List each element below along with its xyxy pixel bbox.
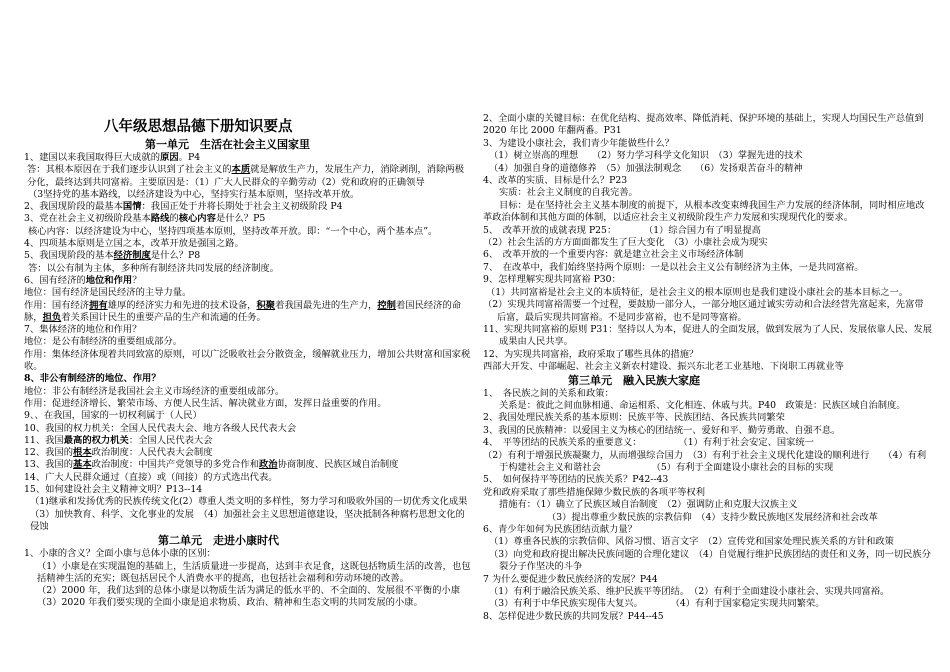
u3-line-13: 7 为什么要促进少数民族经济的发展？P44 — [483, 573, 658, 585]
key-term: 地位和作用 — [85, 274, 133, 286]
left-column — [24, 117, 477, 610]
u3-line-16: 8、怎样促进少数民族的共同发展？P44--45 — [483, 610, 664, 622]
text-run: 2、我国现阶段的最基本 — [24, 201, 123, 213]
text-run: ：全国人民代表大会 — [128, 434, 213, 446]
right-column — [483, 113, 932, 623]
text-run: ：我国正处于并将长期处于社会主义初级阶段 P4 — [141, 201, 343, 213]
u1-line-16: 地位：非公有制经济是我国社会主义市场经济的重要组成部分。 — [24, 385, 285, 397]
text-run: 着关系国计民生的重要产品的生产和流通的任务。 — [61, 311, 266, 323]
u1-line-2: （3坚持党的基本路线，以经济建设为中心，坚持实行基本原则，坚持改革开放。 — [28, 188, 360, 200]
key-term: 拥有 — [89, 299, 108, 311]
u1-line-3 — [24, 201, 472, 213]
text-run: 12、我国的 — [24, 447, 74, 459]
u2-line-7: （4）加强自身的道德修养 （5）加强法制观念 （6）发扬艰苦奋斗的精神 — [489, 162, 803, 174]
u2-line-17: （2）实现共同富裕需要一个过程，要鼓励一部分人，一部分地区通过诚实劳动和合法经营先富起来，先富带后富，最后实现共同富裕。不是同步富裕，也不是同等富裕。 — [483, 299, 924, 323]
u1-line-13: 地位：是公有制经济的重要组成部分。 — [24, 336, 183, 348]
u1-line-8: 答：以公有制为主体，多种所有制经济共同发展的经济制度。 — [28, 262, 280, 274]
u3-line-9: （3）提出尊重少数民族的宗教信仰 （4）支持少数民族地区发展经济和社会改革 — [547, 511, 878, 523]
u3-line-0: 1、 各民族之间的关系和政策： — [483, 387, 614, 399]
unit3-heading: 第三单元 融入民族大家庭 — [568, 373, 700, 387]
u3-line-14: （1）有利于融洽民族关系、维护民族平等团结。 （2）有利于全面建设小康社会、实现共同富裕。 — [489, 586, 890, 598]
u2-line-20: 西部大开发、中部崛起、社会主义新农村建设、振兴东北老工业基地、下岗职工再就业等 — [483, 361, 844, 373]
text-run: 着国民经济的命脉， — [24, 299, 462, 323]
u2-line-13: 6、 改革开放的一个重要内容：就是建立社会主义市场经济体制 — [483, 249, 744, 261]
text-run: ？ — [132, 274, 142, 286]
u3-line-10: 6、青少年如何为民族团结贡献力量？ — [483, 524, 637, 535]
text-run: 就是解放生产力，发展生产力，消除剥削，消除两极分化，最终达到共同富裕。主要原因是：（1）广大人民群众的辛勤劳动（2）党和政府的正确领导 — [27, 164, 464, 188]
u3-line-5: （2）有利于增强民族凝聚力，从而增强综合国力 （3）有利于社会主义现代化建设的顺利进行 （4）有利于构建社会主义和谐社会 （5）有利于全面建设小康社会的目标的实现 — [483, 449, 927, 473]
key-term: 国情 — [122, 201, 142, 213]
text-run: 作用：国有经济 — [24, 299, 90, 311]
u2-line-10: 目标：是在坚持社会主义基本制度的前提下，从根本改变束缚我国生产力发展的经济体制，同时相应地改革政治体制和其他方面的体制，以适应社会主义初级阶段生产力发展和实现现代化的要求。 — [483, 199, 925, 224]
u3-line-11: （1）尊重各民族的宗教信仰、风俗习惯、语言文字 （2）宣传党和国家处理民族关系的方针和政策 — [489, 536, 894, 548]
u1-line-12: 7、集体经济的地位和作用？ — [24, 324, 142, 336]
key-term: 根本 — [73, 447, 92, 459]
u2-line-12: （2）社会生活的方方面面都发生了巨大变化 （3）小康社会成为现实 — [483, 237, 768, 249]
key-term: 经济制度 — [113, 250, 151, 262]
u1-line-23: 14、广大人民群众通过（直接）或（间接）的方式选出代表。 — [24, 471, 278, 483]
u2-line-3: （3）2020 年我们要实现的全面小康是追求物质、政治、精神和生态文明的共同发展的小康。 — [37, 597, 423, 609]
text-run: 政治制度：中国共产党领导的多党合作和 — [91, 459, 259, 471]
u3-line-7: 党和政府采取了那些措施保障少数民族的各项平等权利 — [483, 486, 705, 498]
text-run: 答：其根本原因在于我们逐步认识到了社会主义的 — [27, 164, 232, 176]
u3-line-2: 2、我国处理民族关系的基本原则：民族平等、民族团结、各民族共同繁荣 — [483, 412, 785, 424]
u2-line-8: 4、改革的实质、目标是什么？P23 — [483, 175, 628, 187]
u3-line-6: 5、 如何保持平等团结的民族关系？P42--43 — [483, 474, 669, 486]
u1-line-0 — [24, 152, 472, 164]
key-term: 担负 — [42, 311, 62, 323]
text-run: 是什么？P8 — [150, 250, 201, 262]
text-run: 的 — [169, 213, 179, 225]
u2-line-4: 2、全面小康的关键目标：在优化结构、提高效率、降低消耗、保护环境的基础上，实现人均国民生产总值到 2020 年比 2000 年翻两番。P31 — [483, 113, 924, 137]
text-run: 11、我国 — [24, 434, 64, 446]
text-run: 1、建国以来我国取得巨大成就的 — [24, 152, 161, 163]
u1-line-14: 作用：集体经济体现着共同致富的原则，可以广泛吸收社会分散资金，缓解就业压力，增加公共财富和国家税收。 — [24, 348, 471, 373]
u1-line-25: （1)继承和发扬优秀的民族传统文化(2）尊重人类文明的多样性，努力学习和吸收外国的一切优秀文化成果 （3）加快教育、科学、文化事业的发展 （4）加强社会主义思想道德建设，坚决抵制各种腐朽思想文化的侵蚀 — [30, 496, 477, 532]
page-title: 八年级思想品德下册知识要点 — [104, 118, 293, 135]
key-term: 控制 — [377, 299, 396, 311]
u3-line-12: （3）向党和政府提出解决民族问题的合理化建议 （4）自觉履行维护民族团结的责任和义务，同一切民族分裂分子作坚决的斗争 — [489, 548, 931, 573]
key-term: 最高的权力机关 — [63, 434, 129, 446]
key-term: 本质 — [231, 164, 251, 176]
unit2-heading: 第二单元 走进小康时代 — [158, 534, 279, 548]
u2-line-14: 7、 在改革中，我们始终坚持两个原则：一是以社会主义公有制经济为主体，一是共同富裕。 — [483, 261, 864, 273]
key-term: 政治 — [259, 459, 278, 471]
text-run: 政治制度：人民代表大会制度 — [91, 447, 213, 459]
u2-line-0: 1、小康的含义？全面小康与总体小康的区别： — [24, 548, 216, 560]
text-run: 协商制度、民族区域自治制度 — [277, 459, 399, 471]
u1-line-5: 核心内容：以经济建设为中心，坚持四项基本原则，坚持改革开放。即：“一个中心，两个基本点”。 — [28, 225, 438, 237]
u1-line-21 — [24, 447, 472, 459]
u2-line-16: （1）共同富裕是社会主义的本质特征，是社会主义的根本原则也是我们建设小康社会的基本目标之一。 — [486, 286, 909, 298]
u1-line-19: 10、我国的权力机关：全国人民代表大会、地方各级人民代表大会 — [24, 422, 297, 434]
u2-line-11: 5、 改革开放的成就表现 P25： （1）综合国力有了明显提高 — [483, 224, 761, 236]
u1-line-6: 4、四项基本原则是立国之本，改革开放是强国之路。 — [24, 238, 244, 250]
u1-line-11 — [24, 300, 472, 325]
u3-line-3: 3、我国的民族精神：以爱国主义为核心的团结统一、爱好和平、勤劳勇敢、自强不息。 — [483, 424, 841, 436]
u3-line-15: （3）有利于中华民族实现伟大复兴。 （4）有利于国家稳定实现共同繁荣。 — [489, 598, 825, 610]
unit1-heading: 第一单元 生活在社会主义国家里 — [145, 138, 310, 151]
text-run: 5、我国现阶段的基本 — [24, 250, 114, 262]
key-term: 原因 — [160, 152, 179, 163]
text-run: 。P4 — [178, 152, 201, 163]
u1-line-9 — [24, 275, 472, 287]
u3-line-1: 关系是：彼此之间血脉相通、命运相系、文化相连、休戚与共。P40 政策是：民族区域自治制度。 — [499, 399, 906, 411]
u1-line-1 — [24, 164, 472, 189]
u2-line-15: 9、怎样理解实现共同富裕 P30： — [483, 274, 621, 286]
text-run: 是什么？P5 — [215, 213, 266, 225]
key-term: 积聚 — [256, 299, 276, 311]
key-term: 核心内容 — [178, 213, 216, 225]
u3-line-8: 措施有：（1）确立了民族区域自治制度 （2）强调防止和克服大汉族主义 — [499, 499, 798, 511]
u2-line-6: （1）树立崇高的理想 （2）努力学习科学文化知识 （3）掌握先进的技术 — [489, 150, 803, 162]
u3-line-4: 4、 平等团结的民族关系的重要意义： （1）有利于社会安定、国家统一 — [483, 437, 814, 449]
text-run: 6、国有经济的 — [24, 274, 86, 286]
u1-line-20 — [24, 435, 472, 447]
u1-line-4 — [24, 213, 472, 225]
key-term: 基本 — [73, 459, 92, 471]
u2-line-19: 12、为实现共同富裕，政府采取了哪些具体的措施？ — [483, 348, 699, 360]
u1-line-17: 作用：促进经济增长、繁荣市场、方便人民生活、解决就业方面，发挥日益重要的作用。 — [24, 397, 387, 409]
text-run: 13、我国的 — [24, 459, 74, 471]
text-run: 雄厚的经济实力和先进的技术设备， — [107, 299, 257, 311]
u1-line-10: 地位：国有经济是国民经济的主导力量。 — [24, 287, 192, 299]
u2-line-18: 11、实现共同富裕的原则 P31：坚持以人为本，促进人的全面发展，做到发展为了人民、发展依靠人民、发展成果由人民共享。 — [483, 323, 932, 348]
key-term: 路线 — [150, 213, 170, 225]
u1-line-24: 15、如何建设社会主义精神文明？P13--14 — [24, 484, 203, 496]
u2-line-1: （1）小康是在实现温饱的基础上，生活质量进一步提高，达到丰衣足食，这既包括物质生活的改善，也包括精神生活的充实；既包括居民个人消费水平的提高，也包括社会福利和劳动环境的改善。 — [37, 560, 471, 584]
text-run: 着我国最先进的生产力， — [275, 299, 378, 311]
text-run: 3、党在社会主义初级阶段基本 — [24, 213, 151, 225]
u2-line-9: 实质：社会主义制度的自我完善。 — [499, 187, 638, 199]
u1-line-18: 9、、在我国，国家的一切权利属于（人民） — [24, 410, 202, 422]
u2-line-2: （2）2000 年，我们达到的总体小康是以物质生活为满足的低水平的、不全面的、发展很不平衡的小康 — [37, 585, 460, 597]
u1-line-7 — [24, 250, 472, 262]
u2-line-5: 3、为建设小康社会，我们青少年能做些什么？ — [483, 137, 674, 149]
u1-line-22 — [24, 459, 472, 471]
u1-line-15: 8、非公有制经济的地位、作用？ — [24, 373, 161, 385]
